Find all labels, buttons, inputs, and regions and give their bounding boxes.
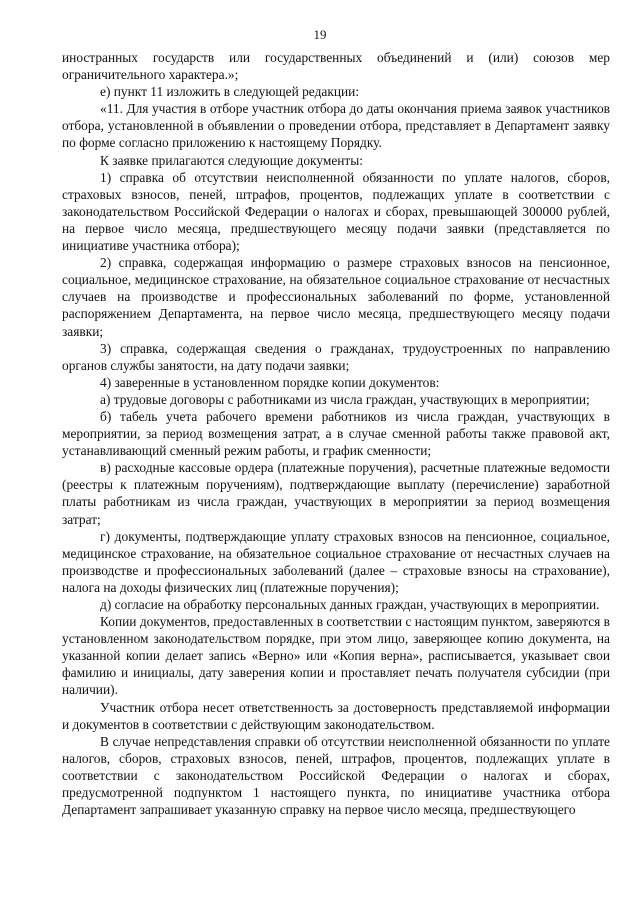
paragraph-subitem-b: б) табель учета рабочего времени работников из числа граждан, участвующих в мероприятии, за период возмещения затрат, а в случае сменной работы также правовой акт, устанавливающий сменный режим работы, и график сменности;	[62, 408, 610, 459]
paragraph-non-submission: В случае непредставления справки об отсутствии неисполненной обязанности по уплате налогов, сборов, страховых взносов, пеней, штрафов, процентов, подлежащих уплате в соответствии с законодательством Российской Федерации о налогах и сборах, предусмотренной подпунктом 1 настоящего пункта, по инициативе участника отбора Департамент запрашивает указанную справку на первое число месяца, предшествующего	[62, 733, 610, 818]
paragraph-subitem-v: в) расходные кассовые ордера (платежные поручения), расчетные платежные ведомости (реестры к платежным поручениям), подтверждающие выплату (перечисление) заработной платы работникам из числа граждан, участвующих в мероприятии за период возмещения затрат;	[62, 460, 610, 527]
paragraph-item-e: е) пункт 11 изложить в следующей редакции:	[100, 84, 360, 100]
paragraph-copies: Копии документов, предоставленных в соответствии с настоящим пунктом, заверяются в установленном законодательством порядке, при этом лицо, заверяющее копию документа, на указанной копии делает запись «Верно» или «Копия верна», расписывается, указывает свои фамилию и инициалы, дату заверения копии и проставляет печать получателя субсидии (при наличии).	[62, 614, 610, 698]
paragraph-item-1: 1) справка об отсутствии неисполненной обязанности по уплате налогов, сборов, страховых взносов, пеней, штрафов, процентов, подлежащих уплате в соответствии с законодательством Российской Федерации о налогах и сборах, превышающей 300000 рублей, на первое число месяца, предшествующего месяцу подачи заявки (представляется по инициативе участника отбора);	[62, 169, 610, 254]
paragraph-item-3: 3) справка, содержащая сведения о гражданах, трудоустроенных по направлению органов службы занятости, на дату подачи заявки;	[62, 340, 610, 373]
paragraph-documents-intro: К заявке прилагаются следующие документы:	[100, 152, 364, 168]
paragraph-point-11: «11. Для участия в отборе участник отбора до даты окончания приема заявок участников отбора, установленной в объявлении о проведении отбора, представляет в Департамент заявку по форме согласно приложению к настоящему Порядку.	[62, 101, 610, 151]
document-body	[62, 49, 610, 818]
paragraph-continuation: иностранных государств или государственных объединений и (или) союзов мер ограничительного характера.»;	[62, 50, 610, 83]
paragraph-subitem-a: а) трудовые договоры с работниками из числа граждан, участвующих в мероприятии;	[100, 391, 590, 407]
paragraph-item-4: 4) заверенные в установленном порядке копии документов:	[100, 374, 440, 390]
paragraph-item-2: 2) справка, содержащая информацию о размере страховых взносов на пенсионное, социальное, медицинское страхование, на обязательное социальное страхование от несчастных случаев на производстве и профессиональных заболеваний по форме, установленной распоряжением Департамента, на первое число месяца, предшествующего месяцу подачи заявки;	[62, 255, 610, 339]
paragraph-subitem-d: д) согласие на обработку персональных данных граждан, участвующих в мероприятии.	[100, 597, 600, 612]
page-number: 19	[313, 27, 327, 42]
paragraph-responsibility: Участник отбора несет ответственность за достоверность представляемой информации и документов в соответствии с действующим законодательством.	[62, 699, 610, 732]
paragraph-subitem-g: г) документы, подтверждающие уплату страховых взносов на пенсионное, социальное, медицинское страхование, на обязательное социальное страхование от несчастных случаев на производстве и профессиональных заболеваний (далее – страховые взносы на страхование), налога на доходы физических лиц (платежные поручения);	[62, 528, 610, 595]
